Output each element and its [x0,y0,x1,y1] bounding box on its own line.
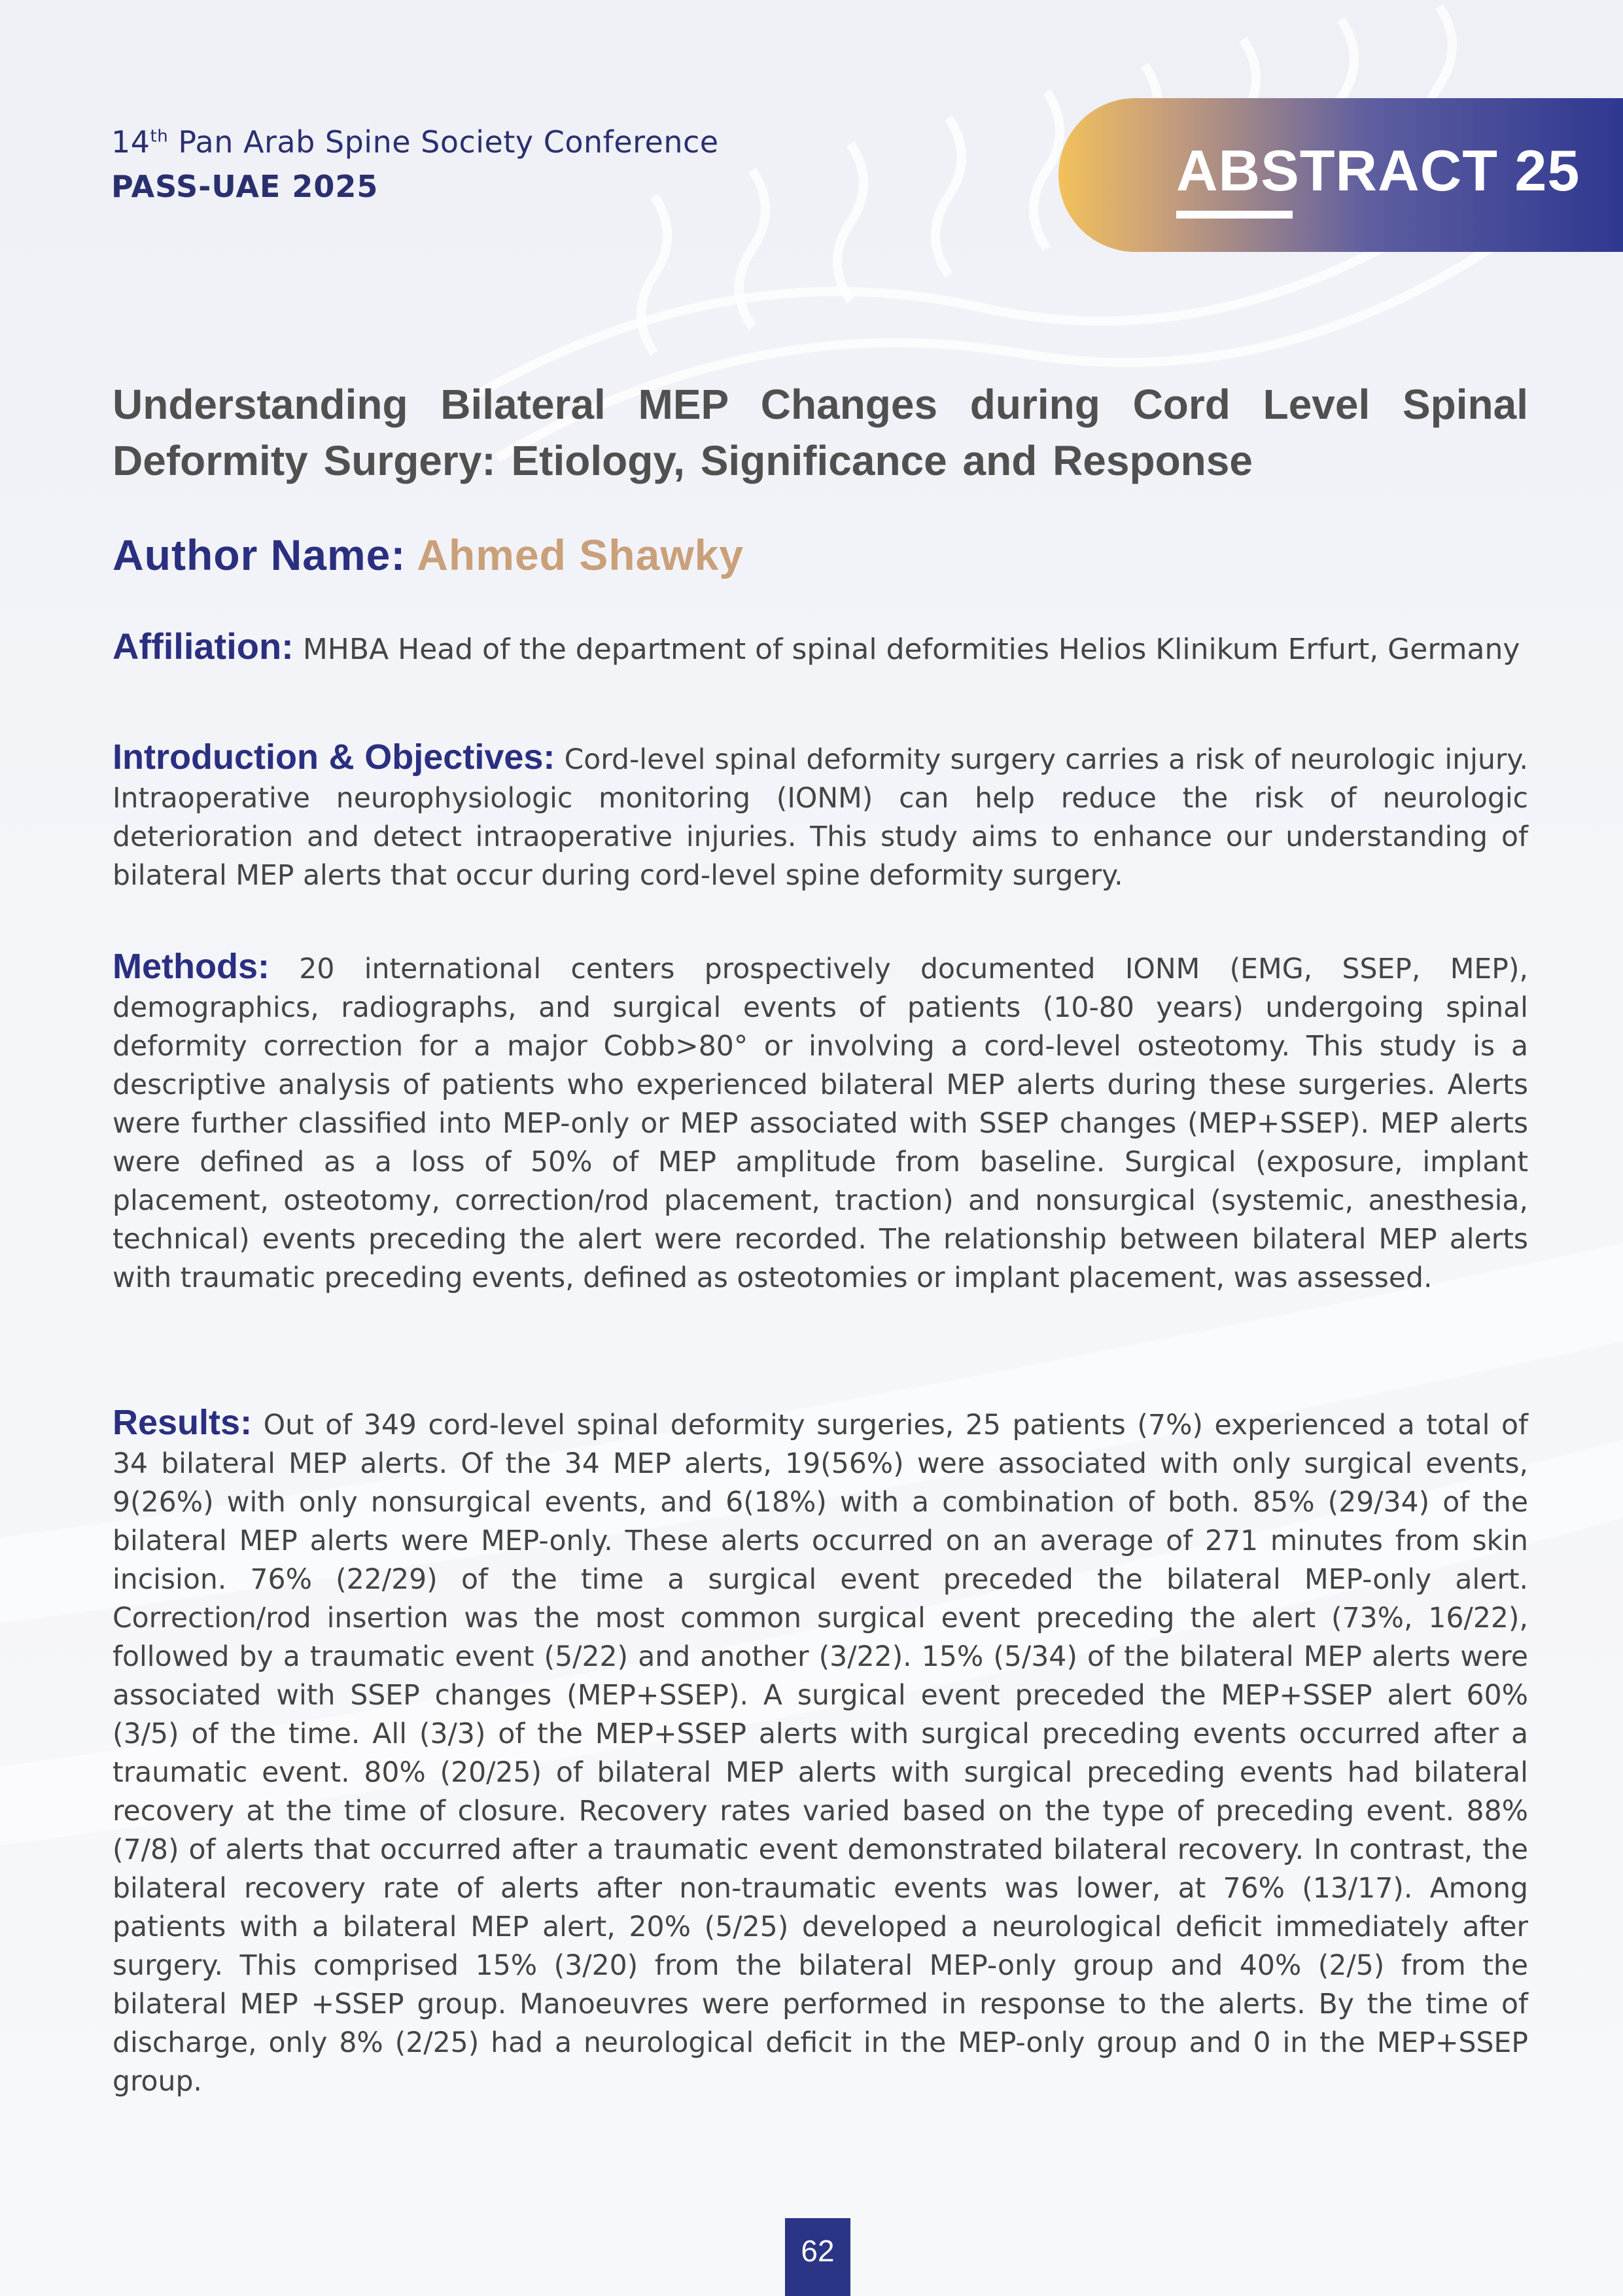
abstract-number-title: ABSTRACT 25 [1176,138,1580,203]
conference-number-suffix: th [150,126,169,147]
results-text: Out of 349 cord-level spinal deformity surgeries, 25 patients (7%) experienced a total of 34 bilateral MEP alerts. Of the 34 MEP alerts, 19(56%) were associated with only surgical events, 9(26%) with only nonsurgical events, and 6(18%) with a combination of both. 85% (29/34) of the bilateral MEP alerts were MEP-only. These alerts occurred on an average of 271 minutes from skin incision. 76% (22/29) of the time a surgical event preceded the bilateral MEP-only alert. Correction/rod insertion was the most common surgical event preceding the alert (73%, 16/22), followed by a traumatic event (5/22) and another (3/22). 15% (5/34) of the bilateral MEP alerts were associated with SSEP changes (MEP+SSEP). A surgical event preceded the MEP+SSEP alert 60% (3/5) of the time. All (3/3) of the MEP+SSEP alerts with surgical preceding events occurred after a traumatic event. 80% (20/25) of bilateral MEP alerts with surgical preceding events had bilateral recovery at the time of closure. Recovery rates varied based on the type of preceding event. 88% (7/8) of alerts that occurred after a traumatic event demonstrated bilateral recovery. In contrast, the bilateral recovery rate of alerts after non-traumatic events was lower, at 76% (13/17). Among patients with a bilateral MEP alert, 20% (5/25) developed a neurological deficit immediately after surgery. This comprised 15% (3/20) from the bilateral MEP-only group and 40% (2/5) from the bilateral MEP +SSEP group. Manoeuvres were performed in response to the alerts. By the time of discharge, only 8% (2/25) had a neurological deficit in the MEP-only group and 0 in the MEP+SSEP group. [113,1409,1528,2098]
conference-name [111,124,719,160]
author-label: Author Name: [113,531,406,579]
results-section [113,1404,1528,2101]
introduction-section [113,738,1528,895]
abstract-banner [1058,98,1623,252]
conference-number: 14 [111,124,150,160]
page-number: 62 [785,2218,850,2296]
methods-text: 20 international centers prospectively documented IONM (EMG, SSEP, MEP), demographics, radiographs, and surgical events of patients (10-80 years) undergoing spinal deformity correction for a major Cobb>80° or involving a cord-level osteotomy. This study is a descriptive analysis of patients who experienced bilateral MEP alerts during these surgeries. Alerts were further classified into MEP-only or MEP associated with SSEP changes (MEP+SSEP). MEP alerts were defined as a loss of 50% of MEP amplitude from baseline. Surgical (exposure, implant placement, osteotomy, correction/rod placement, traction) and nonsurgical (systemic, anesthesia, technical) events preceding the alert were recorded. The relationship between bilateral MEP alerts with traumatic preceding events, defined as osteotomies or implant placement, was assessed. [113,953,1528,1294]
conference-header [111,124,719,204]
affiliation-line [113,625,1528,667]
affiliation-text: MHBA Head of the department of spinal deformities Helios Klinikum Erfurt, Germany [302,633,1520,666]
introduction-text: Cord-level spinal deformity surgery carries a risk of neurologic injury. Intraoperative neurophysiologic monitoring (IONM) can help reduce the risk of neurologic deterioration and detect intraoperative injuries. This study aims to enhance our understanding of bilateral MEP alerts that occur during cord-level spine deformity surgery. [113,744,1528,892]
methods-label: Methods: [113,947,270,986]
author-name: Ahmed Shawky [417,531,744,579]
author-line [113,530,1528,580]
article-title: Understanding Bilateral MEP Changes during Cord Level Spinal Deformity Surgery: Etiology, Significance and Response [113,381,1528,484]
conference-code: PASS-UAE 2025 [111,169,379,204]
introduction-label: Introduction & Objectives: [113,737,555,777]
banner-underline [1176,211,1293,219]
conference-title: Pan Arab Spine Society Conference [178,124,719,160]
affiliation-label: Affiliation: [113,626,294,667]
methods-section [113,947,1528,1298]
results-label: Results: [113,1403,253,1442]
